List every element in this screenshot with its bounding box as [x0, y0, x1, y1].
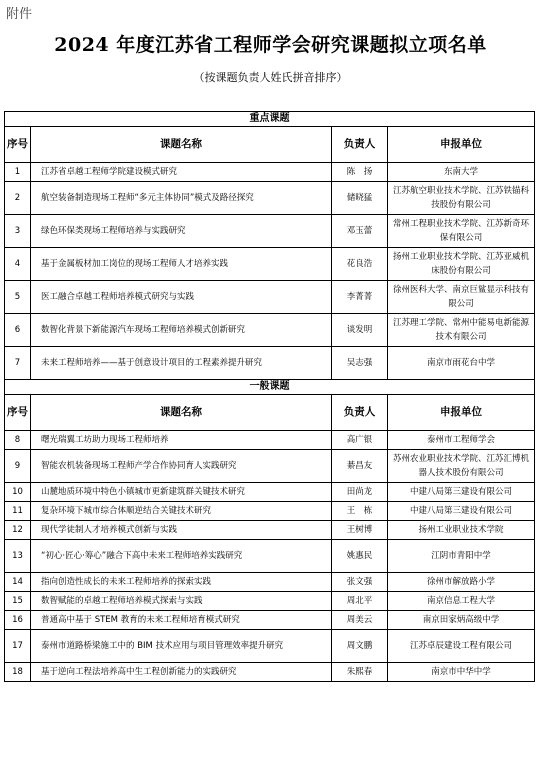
applicant-unit: 南京市雨花台中学 — [388, 347, 535, 380]
row-number: 8 — [5, 431, 31, 450]
header-no: 序号 — [5, 127, 31, 163]
project-name: 数智赋能的卓越工程师培养模式探索与实践 — [31, 592, 332, 611]
project-name: 江苏省卓越工程师学院建设模式研究 — [31, 163, 332, 182]
row-number: 12 — [5, 521, 31, 540]
header-row — [5, 127, 535, 163]
project-leader: 王树博 — [332, 521, 388, 540]
table-row — [5, 502, 535, 521]
project-leader: 田尚龙 — [332, 483, 388, 502]
project-name: 未来工程师培养——基于创意设计项目的工程素养提升研究 — [31, 347, 332, 380]
applicant-unit: 常州工程职业技术学院、江苏新奇环保有限公司 — [388, 215, 535, 248]
table-row — [5, 630, 535, 663]
project-name: 基于金属板材加工岗位的现场工程师人才培养实践 — [31, 248, 332, 281]
row-number: 6 — [5, 314, 31, 347]
project-leader: 高广银 — [332, 431, 388, 450]
table-row — [5, 663, 535, 682]
project-leader: 花良浩 — [332, 248, 388, 281]
project-name: 数智化背景下新能源汽车现场工程师培养模式创新研究 — [31, 314, 332, 347]
project-name: 山麓地质环境中特色小镇城市更新建筑群关键技术研究 — [31, 483, 332, 502]
project-name: 医工融合卓越工程师培养模式研究与实践 — [31, 281, 332, 314]
applicant-unit: 江阴市青阳中学 — [388, 540, 535, 573]
table-row — [5, 521, 535, 540]
header-leader: 负责人 — [332, 395, 388, 431]
header-name: 课题名称 — [31, 395, 332, 431]
applicant-unit: 徐州医科大学、南京巨鲨显示科技有限公司 — [388, 281, 535, 314]
project-leader: 谈发明 — [332, 314, 388, 347]
project-leader: 朱熙春 — [332, 663, 388, 682]
project-name: 泰州市道路桥梁施工中的 BIM 技术应用与项目管理效率提升研究 — [31, 630, 332, 663]
project-leader: 陈 扬 — [332, 163, 388, 182]
project-leader: 周北平 — [332, 592, 388, 611]
section-label: 一般课题 — [5, 380, 535, 395]
project-list-table — [4, 111, 535, 682]
project-leader: 周美云 — [332, 611, 388, 630]
applicant-unit: 徐州市解放路小学 — [388, 573, 535, 592]
row-number: 15 — [5, 592, 31, 611]
row-number: 13 — [5, 540, 31, 573]
row-number: 14 — [5, 573, 31, 592]
project-leader: 储晓猛 — [332, 182, 388, 215]
project-leader: 綦昌友 — [332, 450, 388, 483]
header-row — [5, 395, 535, 431]
row-number: 10 — [5, 483, 31, 502]
attachment-label: 附件 — [6, 7, 33, 22]
project-name: 复杂环境下城市综合体顺逆结合关键技术研究 — [31, 502, 332, 521]
project-name: 曙光瑞翼工坊助力现场工程师培养 — [31, 431, 332, 450]
project-leader: 王 栋 — [332, 502, 388, 521]
applicant-unit: 扬州工业职业技术学院、江苏亚威机床股份有限公司 — [388, 248, 535, 281]
row-number: 3 — [5, 215, 31, 248]
project-name: 普通高中基于 STEM 教育的未来工程师培育模式研究 — [31, 611, 332, 630]
project-name: 指向创造性成长的未来工程师培养的探索实践 — [31, 573, 332, 592]
applicant-unit: 泰州市工程师学会 — [388, 431, 535, 450]
applicant-unit: 扬州工业职业技术学院 — [388, 521, 535, 540]
project-leader: 张文强 — [332, 573, 388, 592]
section-label: 重点课题 — [5, 112, 535, 127]
applicant-unit: 东南大学 — [388, 163, 535, 182]
applicant-unit: 江苏航空职业技术学院、江苏铁锚科技股份有限公司 — [388, 182, 535, 215]
project-name: 现代学徒制人才培养模式创新与实践 — [31, 521, 332, 540]
row-number: 18 — [5, 663, 31, 682]
project-name: 航空装备制造现场工程师“多元主体协同”模式及路径探究 — [31, 182, 332, 215]
project-leader: 李菁菁 — [332, 281, 388, 314]
table-row — [5, 215, 535, 248]
project-leader: 姚惠民 — [332, 540, 388, 573]
project-name: 智能农机装备现场工程师产学合作协同育人实践研究 — [31, 450, 332, 483]
header-unit: 申报单位 — [388, 127, 535, 163]
section-row — [5, 380, 535, 395]
row-number: 2 — [5, 182, 31, 215]
table-row — [5, 182, 535, 215]
table-row — [5, 314, 535, 347]
applicant-unit: 南京市中华中学 — [388, 663, 535, 682]
table-row — [5, 592, 535, 611]
header-unit: 申报单位 — [388, 395, 535, 431]
applicant-unit: 南京信息工程大学 — [388, 592, 535, 611]
table-row — [5, 611, 535, 630]
table-row — [5, 281, 535, 314]
header-name: 课题名称 — [31, 127, 332, 163]
table-row — [5, 163, 535, 182]
table-row — [5, 347, 535, 380]
applicant-unit: 江苏卓辰建设工程有限公司 — [388, 630, 535, 663]
applicant-unit: 南京田家炳高级中学 — [388, 611, 535, 630]
section-row — [5, 112, 535, 127]
row-number: 16 — [5, 611, 31, 630]
header-leader: 负责人 — [332, 127, 388, 163]
table-row — [5, 573, 535, 592]
table-row — [5, 431, 535, 450]
project-name: 绿色环保类现场工程师培养与实践研究 — [31, 215, 332, 248]
document-subtitle: （按课题负责人姓氏拼音排序） — [193, 71, 348, 84]
applicant-unit: 苏州农业职业技术学院、江苏汇博机器人技术股份有限公司 — [388, 450, 535, 483]
row-number: 5 — [5, 281, 31, 314]
project-name: 基于逆向工程法培养高中生工程创新能力的实践研究 — [31, 663, 332, 682]
row-number: 11 — [5, 502, 31, 521]
table-body — [5, 112, 535, 682]
project-name: “初心·匠心·筹心”融合下高中未来工程师培养实践研究 — [31, 540, 332, 573]
table-row — [5, 540, 535, 573]
project-leader: 周文鹏 — [332, 630, 388, 663]
row-number: 4 — [5, 248, 31, 281]
table-row — [5, 248, 535, 281]
row-number: 17 — [5, 630, 31, 663]
project-leader: 邓玉蕾 — [332, 215, 388, 248]
document-title: 2024 年度江苏省工程师学会研究课题拟立项名单 — [54, 34, 487, 56]
project-leader: 吴志强 — [332, 347, 388, 380]
table-row — [5, 450, 535, 483]
row-number: 9 — [5, 450, 31, 483]
applicant-unit: 中建八局第三建设有限公司 — [388, 483, 535, 502]
row-number: 7 — [5, 347, 31, 380]
row-number: 1 — [5, 163, 31, 182]
applicant-unit: 江苏理工学院、常州中能易电新能源技术有限公司 — [388, 314, 535, 347]
table-row — [5, 483, 535, 502]
header-no: 序号 — [5, 395, 31, 431]
applicant-unit: 中建八局第三建设有限公司 — [388, 502, 535, 521]
